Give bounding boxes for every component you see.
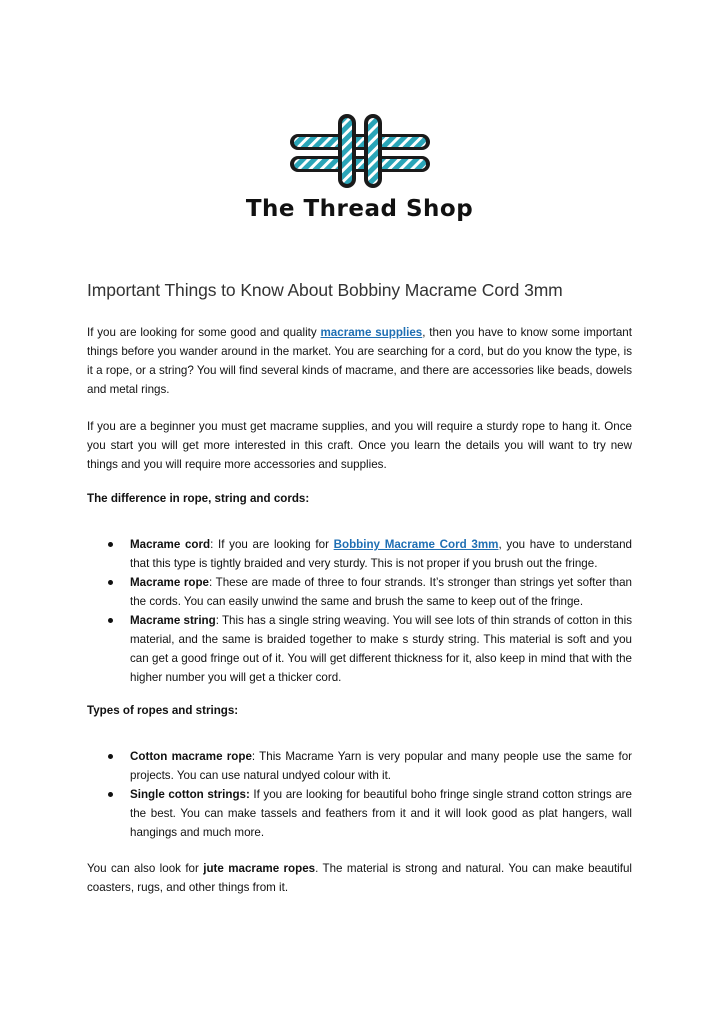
intro-text-end: , then you have to know some important things before you wander around in the market. You are searching for a cord, but do you know the type, is it a rope, or a string? You will find several kinds of macrame, and there are accessories like beads, dowels and metal rings. — [87, 326, 632, 396]
list-item-macrame-string — [87, 611, 632, 687]
types-list — [87, 747, 632, 842]
differences-list — [87, 535, 632, 687]
closing-text-end: . The material is strong and natural. You can make beautiful coasters, rugs, and other things from it. — [87, 862, 632, 894]
item-text: : This has a single string weaving. You will see lots of thin strands of cotton in this material, and the same is braided together to make s sturdy string. This material is soft and you can get a good fringe out of it. You will get different thickness for it, also keep in mind that with the higher number you will get a thicker cord. — [130, 614, 632, 684]
bullet-icon — [108, 580, 113, 585]
bullet-icon — [108, 542, 113, 547]
item-text: If you are looking for beautiful boho fringe single strand cotton strings are the best. You can make tassels and feathers from it and it will look good as plat hangers, wall hangings and much more. — [130, 788, 632, 839]
item-text: , you have to understand that this type is tightly braided and very sturdy. This is not proper if you brush out the fringe. — [130, 538, 632, 570]
term-macrame-rope: Macrame rope — [130, 576, 210, 589]
closing-paragraph — [87, 859, 632, 897]
list-item-macrame-cord — [87, 535, 632, 573]
bullet-icon — [108, 792, 113, 797]
list-item-macrame-rope — [87, 573, 632, 611]
intro-paragraph — [87, 323, 632, 399]
section-heading-types: Types of ropes and strings: — [87, 704, 239, 717]
bullet-icon — [108, 754, 113, 759]
list-item-cotton-macrame-rope — [87, 747, 632, 785]
item-text: : These are made of three to four strands. It’s stronger than strings yet softer than the cords. You can easily unwind the same and brush the same to keep out of the fringe. — [130, 576, 632, 608]
jute-macrame-ropes: jute macrame ropes — [203, 862, 316, 875]
article-title: Important Things to Know About Bobbiny Macrame Cord 3mm — [87, 280, 563, 300]
list-item-single-cotton-strings — [87, 785, 632, 842]
logo-text: The Thread Shop — [245, 196, 474, 222]
closing-text-start: You can also look for — [87, 862, 204, 875]
item-text: : This Macrame Yarn is very popular and many people use the same for projects. You can use natural undyed colour with it. — [130, 750, 633, 782]
item-text: : If you are looking for — [210, 538, 334, 551]
term-macrame-cord: Macrame cord — [130, 538, 211, 551]
logo — [0, 112, 719, 222]
term-macrame-string: Macrame string — [130, 614, 216, 627]
bullet-icon — [108, 618, 113, 623]
beginner-paragraph: If you are a beginner you must get macrame supplies, and you will require a sturdy rope to hang it. Once you start you will get more interested in this craft. Once you learn the details you will want to try new things and you will require more accessories and supplies. — [87, 420, 632, 471]
article — [87, 280, 632, 915]
thread-shop-logo-icon — [286, 112, 434, 190]
intro-text-start: If you are looking for some good and quality — [87, 326, 321, 339]
term-single-cotton-strings: Single cotton strings: — [130, 788, 250, 801]
term-cotton-macrame-rope: Cotton macrame rope — [130, 750, 252, 763]
section-heading-differences: The difference in rope, string and cords: — [87, 492, 310, 505]
macrame-supplies-link[interactable]: macrame supplies — [320, 326, 423, 339]
bobbiny-macrame-cord-link[interactable]: Bobbiny Macrame Cord 3mm — [333, 538, 499, 551]
